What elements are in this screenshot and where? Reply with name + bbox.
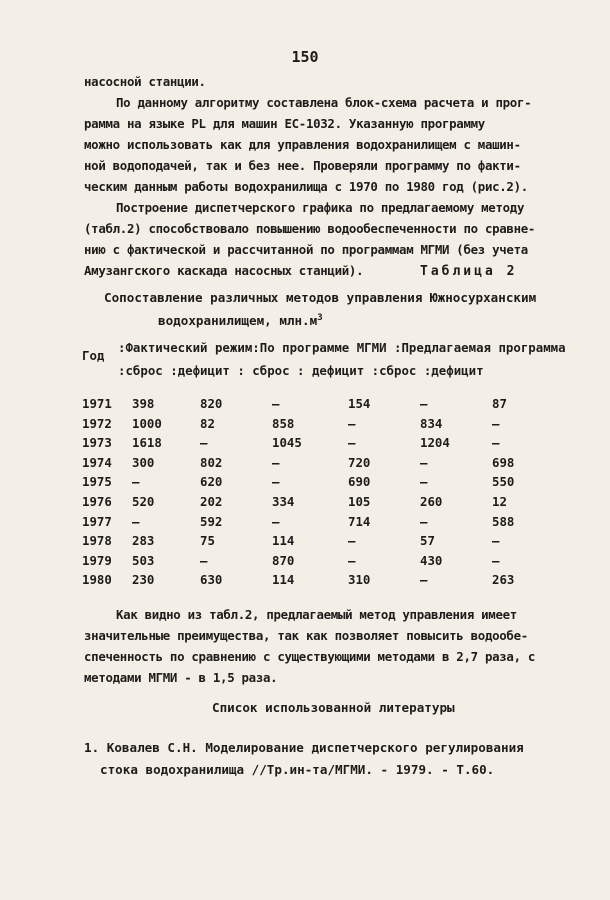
reference-line: 1. Ковалев С.Н. Моделирование диспетчерского регулирования xyxy=(84,740,524,755)
references-title: Список использованной литературы xyxy=(212,700,455,715)
cell-year: 1980 xyxy=(82,572,112,588)
cell-actual-deficit: 592 xyxy=(200,513,223,529)
cell-year: 1972 xyxy=(82,415,112,431)
cell-actual-deficit: 202 xyxy=(200,494,223,509)
cell-proposed-release: 834 xyxy=(420,415,443,431)
cell-actual-release: 230 xyxy=(132,572,155,588)
table-row xyxy=(82,455,602,475)
cell-mgmi-release: – xyxy=(272,396,280,411)
text-line: методами МГМИ - в 1,5 раза. xyxy=(84,670,278,685)
cell-proposed-release: – xyxy=(420,513,428,529)
cell-proposed-release: 57 xyxy=(420,533,435,549)
cell-actual-release: – xyxy=(132,474,140,490)
table-row xyxy=(82,572,602,592)
text-line: ческим данным работы водохранилища с 1970 по 1980 год (рис.2). xyxy=(84,179,528,194)
cell-year: 1971 xyxy=(82,396,112,411)
cell-mgmi-release: 858 xyxy=(272,415,295,431)
cell-proposed-deficit: – xyxy=(492,435,500,451)
cell-mgmi-release: 870 xyxy=(272,552,295,568)
table-row xyxy=(82,474,602,494)
cell-proposed-deficit: – xyxy=(492,415,500,431)
cell-mgmi-deficit: 720 xyxy=(348,454,371,470)
cell-year: 1977 xyxy=(82,513,112,529)
cell-actual-deficit: 620 xyxy=(200,474,223,490)
cell-proposed-deficit: 698 xyxy=(492,454,515,470)
cell-actual-release: 503 xyxy=(132,552,155,568)
table-row xyxy=(82,514,602,534)
cell-actual-deficit: – xyxy=(200,435,208,451)
table-row xyxy=(82,416,602,436)
text-line: Как видно из табл.2, предлагаемый метод управления имеет xyxy=(116,607,517,622)
cell-actual-release: – xyxy=(132,513,140,529)
cell-actual-release: 520 xyxy=(132,494,155,509)
table-title-text: водохранилищем, млн.м xyxy=(158,313,318,329)
cell-actual-release: 300 xyxy=(132,454,155,470)
cell-proposed-deficit: 87 xyxy=(492,396,507,411)
cell-proposed-release: – xyxy=(420,474,428,490)
cell-mgmi-deficit: 690 xyxy=(348,474,371,490)
cell-proposed-release: – xyxy=(420,572,428,588)
text-line: ной водоподачей, так и без нее. Проверяли программу по факти- xyxy=(84,158,521,173)
cell-mgmi-release: – xyxy=(272,454,280,470)
cell-actual-deficit: 802 xyxy=(200,454,223,470)
text-line: значительные преимущества, так как позволяет повысить водообе- xyxy=(84,628,528,643)
cell-proposed-deficit: 263 xyxy=(492,572,515,588)
table-row xyxy=(82,553,602,573)
cell-year: 1976 xyxy=(82,494,112,509)
cell-proposed-deficit: 12 xyxy=(492,494,507,509)
intro-paragraph xyxy=(84,71,584,281)
text-line: насосной станции. xyxy=(84,74,206,89)
table-title xyxy=(104,288,536,331)
cell-mgmi-deficit: 714 xyxy=(348,513,371,529)
cell-actual-release: 398 xyxy=(132,396,155,411)
table-title-line xyxy=(104,308,536,331)
unit-superscript: 3 xyxy=(317,313,323,323)
cell-mgmi-deficit: – xyxy=(348,533,356,549)
cell-mgmi-release: – xyxy=(272,474,280,490)
column-header-subcolumns: :сброс :дефицит : сброс : дефицит :сброс :дефицит xyxy=(118,363,484,378)
cell-mgmi-release: – xyxy=(272,513,280,529)
text-line: (табл.2) способствовало повышению водообеспеченности по сравне- xyxy=(84,221,536,236)
cell-proposed-deficit: – xyxy=(492,533,500,549)
table-row xyxy=(82,494,602,514)
text-line: Построение диспетчерского графика по предлагаемому методу xyxy=(116,200,525,215)
text-line: можно использовать как для управления водохранилищем с машин- xyxy=(84,137,521,152)
cell-proposed-release: – xyxy=(420,454,428,470)
text-line: спеченность по сравнению с существующими методами в 2,7 раза, с xyxy=(84,649,536,664)
cell-mgmi-release: 334 xyxy=(272,494,295,509)
text-line: Амузангского каскада насосных станций). xyxy=(84,263,364,278)
cell-actual-release: 1000 xyxy=(132,415,162,431)
cell-proposed-release: 430 xyxy=(420,552,443,568)
reference-line: стока водохранилища //Тр.ин-та/МГМИ. - 1979. - Т.60. xyxy=(100,762,495,777)
cell-mgmi-deficit: 310 xyxy=(348,572,371,588)
conclusion-paragraph xyxy=(84,604,584,688)
column-header-groups: :Фактический режим:По программе МГМИ :Предлагаемая программа xyxy=(118,340,566,355)
cell-actual-deficit: 820 xyxy=(200,396,223,411)
cell-proposed-deficit: – xyxy=(492,552,500,568)
cell-year: 1978 xyxy=(82,533,112,549)
cell-proposed-release: – xyxy=(420,396,428,411)
cell-proposed-deficit: 588 xyxy=(492,513,515,529)
cell-actual-deficit: – xyxy=(200,552,208,568)
table-row xyxy=(82,396,602,416)
reference-item xyxy=(84,737,524,781)
text-line: По данному алгоритму составлена блок-схема расчета и прог- xyxy=(116,95,532,110)
cell-proposed-release: 260 xyxy=(420,494,443,509)
cell-actual-deficit: 75 xyxy=(200,533,215,549)
cell-year: 1974 xyxy=(82,454,112,470)
cell-mgmi-deficit: – xyxy=(348,415,356,431)
table-label: Таблица 2 xyxy=(420,264,518,279)
table-title-line: Сопоставление различных методов управления Южносурханским xyxy=(104,290,537,305)
cell-mgmi-deficit: 105 xyxy=(348,494,371,509)
cell-actual-deficit: 630 xyxy=(200,572,223,588)
cell-mgmi-deficit: 154 xyxy=(348,396,371,411)
cell-actual-release: 283 xyxy=(132,533,155,549)
cell-proposed-deficit: 550 xyxy=(492,474,515,490)
cell-mgmi-deficit: – xyxy=(348,435,356,451)
cell-actual-release: 1618 xyxy=(132,435,162,451)
cell-mgmi-release: 1045 xyxy=(272,435,302,451)
text-line: нию с фактической и рассчитанной по программам МГМИ (без учета xyxy=(84,242,528,257)
cell-year: 1975 xyxy=(82,474,112,490)
cell-year: 1979 xyxy=(82,552,112,568)
text-line: рамма на языке PL для машин ЕС-1032. Указанную программу xyxy=(84,116,485,131)
cell-mgmi-deficit: – xyxy=(348,552,356,568)
cell-year: 1973 xyxy=(82,435,112,451)
cell-mgmi-release: 114 xyxy=(272,572,295,588)
column-header-year: Год xyxy=(82,348,105,363)
page-number: 150 xyxy=(291,48,319,66)
cell-mgmi-release: 114 xyxy=(272,533,295,549)
cell-proposed-release: 1204 xyxy=(420,435,450,451)
cell-actual-deficit: 82 xyxy=(200,415,215,431)
table-row xyxy=(82,533,602,553)
table-row xyxy=(82,435,602,455)
